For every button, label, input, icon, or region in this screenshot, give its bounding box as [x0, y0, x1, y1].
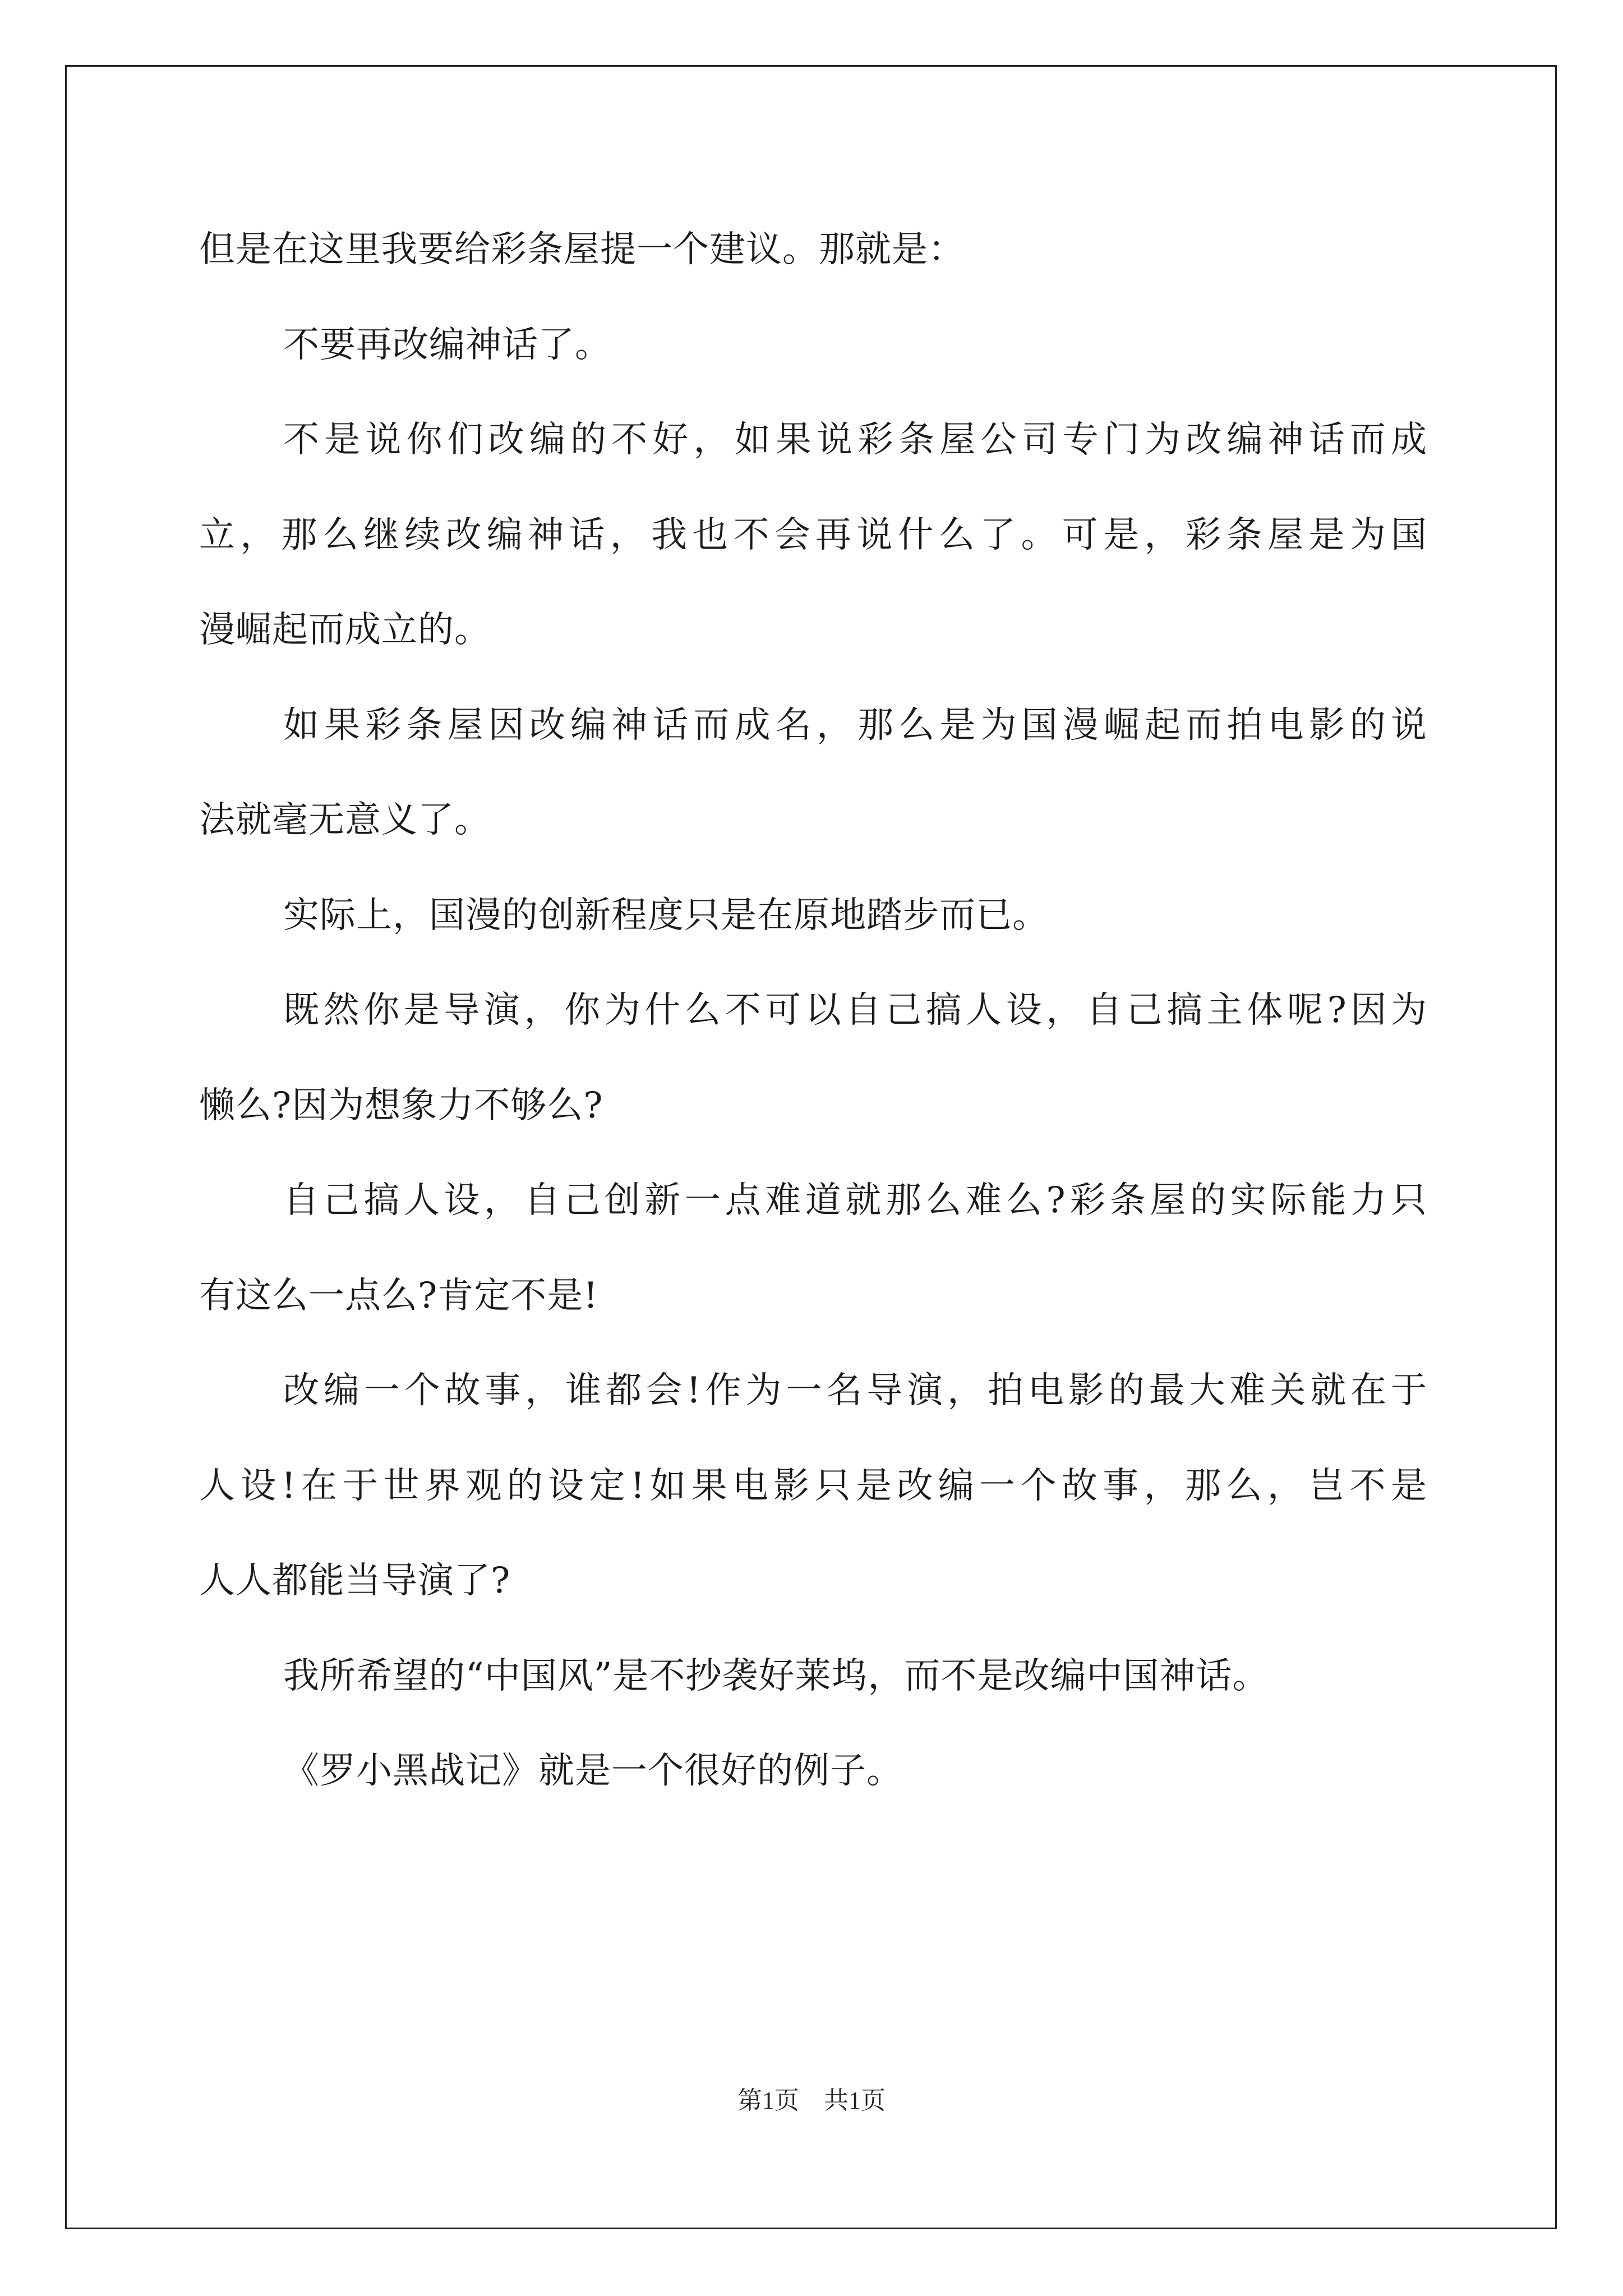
paragraph-3-line-1: 不是说你们改编的不好，如果说彩条屋公司专门为改编神话而成: [283, 419, 1427, 461]
paragraph-10-line-1: 《罗小黑战记》就是一个很好的例子。: [283, 1750, 903, 1792]
paragraph-8-line-2: 人设!在于世界观的设定!如果电影只是改编一个故事，那么，岂不是: [199, 1465, 1427, 1507]
page-footer: [0, 2084, 1623, 2118]
paragraph-3-line-3: 漫崛起而成立的。: [199, 609, 491, 651]
paragraph-6-line-1: 既然你是导演，你为什么不可以自己搞人设，自己搞主体呢?因为: [283, 990, 1427, 1031]
paragraph-2-line-1: 不要再改编神话了。: [283, 324, 611, 366]
paragraph-4-line-2: 法就毫无意义了。: [199, 799, 491, 841]
paragraph-8-line-3: 人人都能当导演了?: [199, 1560, 511, 1602]
page-number: 第1页: [737, 2087, 799, 2114]
paragraph-1-line-1: 但是在这里我要给彩条屋提一个建议。那就是：: [199, 229, 965, 270]
page-total: 共1页: [824, 2087, 886, 2114]
page-border: [65, 65, 1557, 2229]
paragraph-4-line-1: 如果彩条屋因改编神话而成名，那么是为国漫崛起而拍电影的说: [283, 705, 1427, 746]
paragraph-7-line-1: 自己搞人设，自己创新一点难道就那么难么?彩条屋的实际能力只: [283, 1180, 1427, 1221]
paragraph-5-line-1: 实际上，国漫的创新程度只是在原地踏步而已。: [283, 895, 1049, 936]
paragraph-6-line-2: 懒么?因为想象力不够么?: [199, 1085, 603, 1126]
paragraph-9-line-1: 我所希望的“中国风”是不抄袭好莱坞，而不是改编中国神话。: [283, 1655, 1269, 1697]
paragraph-7-line-2: 有这么一点么?肯定不是!: [199, 1275, 599, 1317]
paragraph-8-line-1: 改编一个故事，谁都会!作为一名导演，拍电影的最大难关就在于: [283, 1370, 1427, 1411]
paragraph-3-line-2: 立，那么继续改编神话，我也不会再说什么了。可是，彩条屋是为国: [199, 514, 1427, 556]
